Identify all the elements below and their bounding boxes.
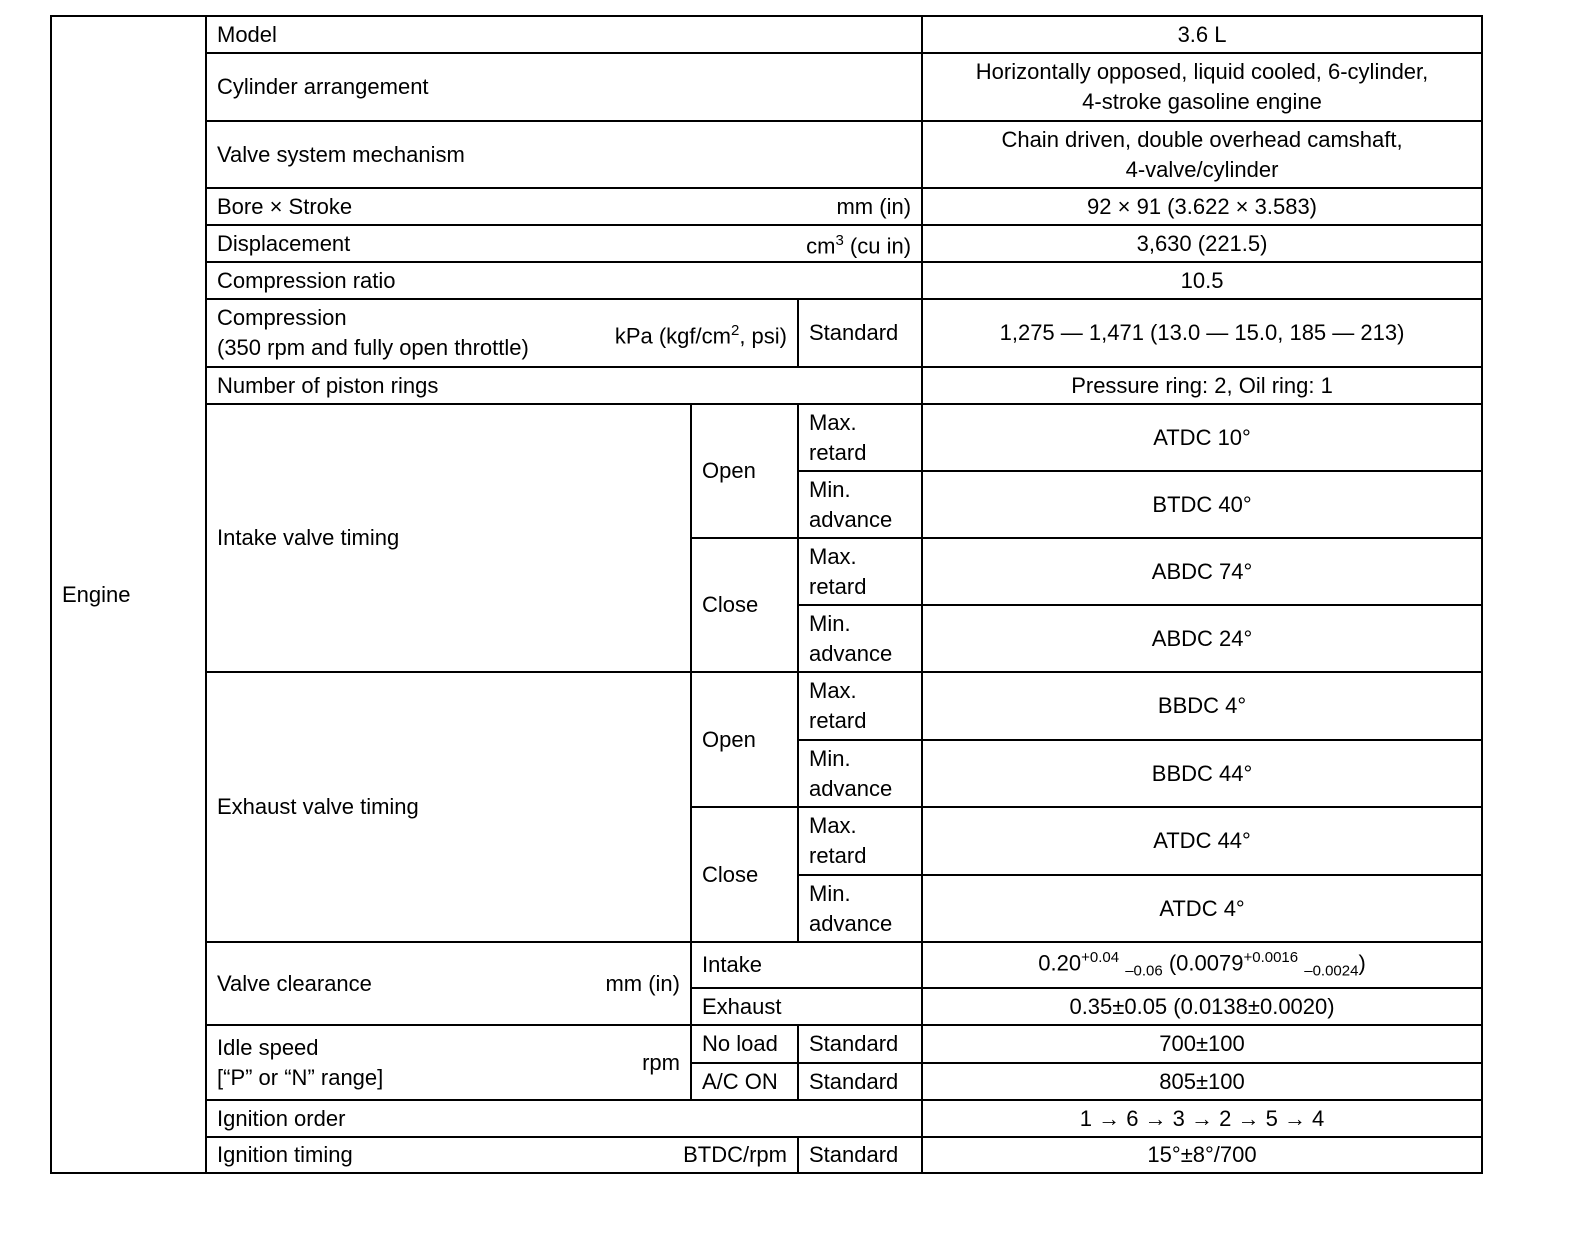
compression-condition: Standard <box>798 299 922 367</box>
displacement-unit: $cm^3$ (cu in) <box>806 232 912 259</box>
engine-spec-table <box>50 15 1483 1174</box>
cylinder-value-line2: 4-stroke gasoline engine <box>1082 89 1322 114</box>
exhaust-cond: Min. advance <box>798 740 922 807</box>
intake-value: ABDC 24° <box>922 605 1482 672</box>
compression-unit: kPa ($kgf/cm^2$, psi) <box>614 321 787 348</box>
exhaust-cond: Max. retard <box>798 807 922 875</box>
intake-timing-label: Intake valve timing <box>206 404 691 672</box>
valve-system-line1: Chain driven, double overhead camshaft, <box>1001 126 1403 152</box>
idle-label: Idle speed [“P” or “N” range] <box>217 1034 384 1090</box>
cylinder-label: Cylinder arrangement <box>206 53 922 121</box>
valve-clearance-unit: mm (in) <box>605 970 680 996</box>
model-value: 3.6 L <box>922 16 1482 53</box>
intake-value: ATDC 10° <box>922 404 1482 471</box>
compression-ratio-label: Compression ratio <box>206 262 922 299</box>
bore-value: 92 × 91 (3.622 × 3.583) <box>922 188 1482 225</box>
exhaust-cond: Max. retard <box>798 672 922 740</box>
idle-ac-on-value: 805±100 <box>922 1063 1482 1100</box>
ignition-timing-label-cell <box>206 1137 798 1173</box>
bore-label: Bore × Stroke <box>217 193 353 219</box>
ignition-order-label: Ignition order <box>206 1100 922 1137</box>
intake-value: BTDC 40° <box>922 471 1482 538</box>
valve-system-value <box>922 121 1482 188</box>
piston-rings-label: Number of piston rings <box>206 367 922 404</box>
compression-label: Compression (350 rpm and fully open throttle) <box>217 305 529 361</box>
valve-clearance-label: Valve clearance <box>217 970 372 996</box>
intake-cond: Max. retard <box>798 404 922 471</box>
idle-no-load-label: No load <box>691 1025 798 1063</box>
intake-close-label: Close <box>691 538 798 672</box>
valve-system-label: Valve system mechanism <box>206 121 922 188</box>
exhaust-open-label: Open <box>691 672 798 807</box>
valve-clearance-intake-value: $0.20^{+0.04}$ $_{-0.06}$ ($0.0079^{+0.0016}$ $_{-0.0024}$) <box>922 942 1482 988</box>
section-label: Engine <box>51 16 206 1173</box>
exhaust-value: BBDC 44° <box>922 740 1482 807</box>
ignition-timing-value: 15°±8°/700 <box>922 1137 1482 1173</box>
ignition-timing-condition: Standard <box>798 1137 922 1173</box>
exhaust-value: ATDC 44° <box>922 807 1482 875</box>
piston-rings-value: Pressure ring: 2, Oil ring: 1 <box>922 367 1482 404</box>
bore-label-cell <box>206 188 922 225</box>
exhaust-close-label: Close <box>691 807 798 942</box>
displacement-value: 3,630 (221.5) <box>922 225 1482 262</box>
idle-label-cell <box>206 1025 691 1100</box>
valve-system-line2: 4-valve/cylinder <box>1125 156 1279 182</box>
exhaust-value: BBDC 4° <box>922 672 1482 740</box>
idle-unit: rpm <box>642 1049 680 1075</box>
idle-ac-on-label: A/C ON <box>691 1063 798 1100</box>
intake-cond: Max. retard <box>798 538 922 605</box>
ignition-timing-label: Ignition timing <box>217 1142 353 1168</box>
compression-ratio-value: 10.5 <box>922 262 1482 299</box>
valve-clearance-label-cell <box>206 942 691 1025</box>
cylinder-value-line1: Horizontally opposed, liquid cooled, 6-cylinder, <box>975 59 1429 84</box>
exhaust-value: ATDC 4° <box>922 875 1482 942</box>
valve-clearance-exhaust-value: 0.35±0.05 (0.0138±0.0020) <box>922 988 1482 1025</box>
exhaust-timing-label: Exhaust valve timing <box>206 672 691 942</box>
intake-value: ABDC 74° <box>922 538 1482 605</box>
ignition-order-value: 1 → 6 → 3 → 2 → 5 → 4 <box>922 1100 1482 1137</box>
exhaust-cond: Min. advance <box>798 875 922 942</box>
intake-cond: Min. advance <box>798 471 922 538</box>
displacement-label-cell <box>206 225 922 262</box>
displacement-label: Displacement <box>217 230 351 256</box>
idle-condition: Standard <box>798 1063 922 1100</box>
bore-unit: mm (in) <box>836 193 912 219</box>
model-label: Model <box>206 16 922 53</box>
idle-condition: Standard <box>798 1025 922 1063</box>
valve-clearance-exhaust-label: Exhaust <box>691 988 922 1025</box>
cylinder-value <box>922 53 1482 121</box>
compression-label-cell <box>206 299 798 367</box>
ignition-timing-unit: BTDC/rpm <box>683 1142 787 1168</box>
valve-clearance-intake-label: Intake <box>691 942 922 988</box>
intake-cond: Min. advance <box>798 605 922 672</box>
compression-value: 1,275 — 1,471 (13.0 — 15.0, 185 — 213) <box>922 299 1482 367</box>
intake-open-label: Open <box>691 404 798 538</box>
idle-no-load-value: 700±100 <box>922 1025 1482 1063</box>
